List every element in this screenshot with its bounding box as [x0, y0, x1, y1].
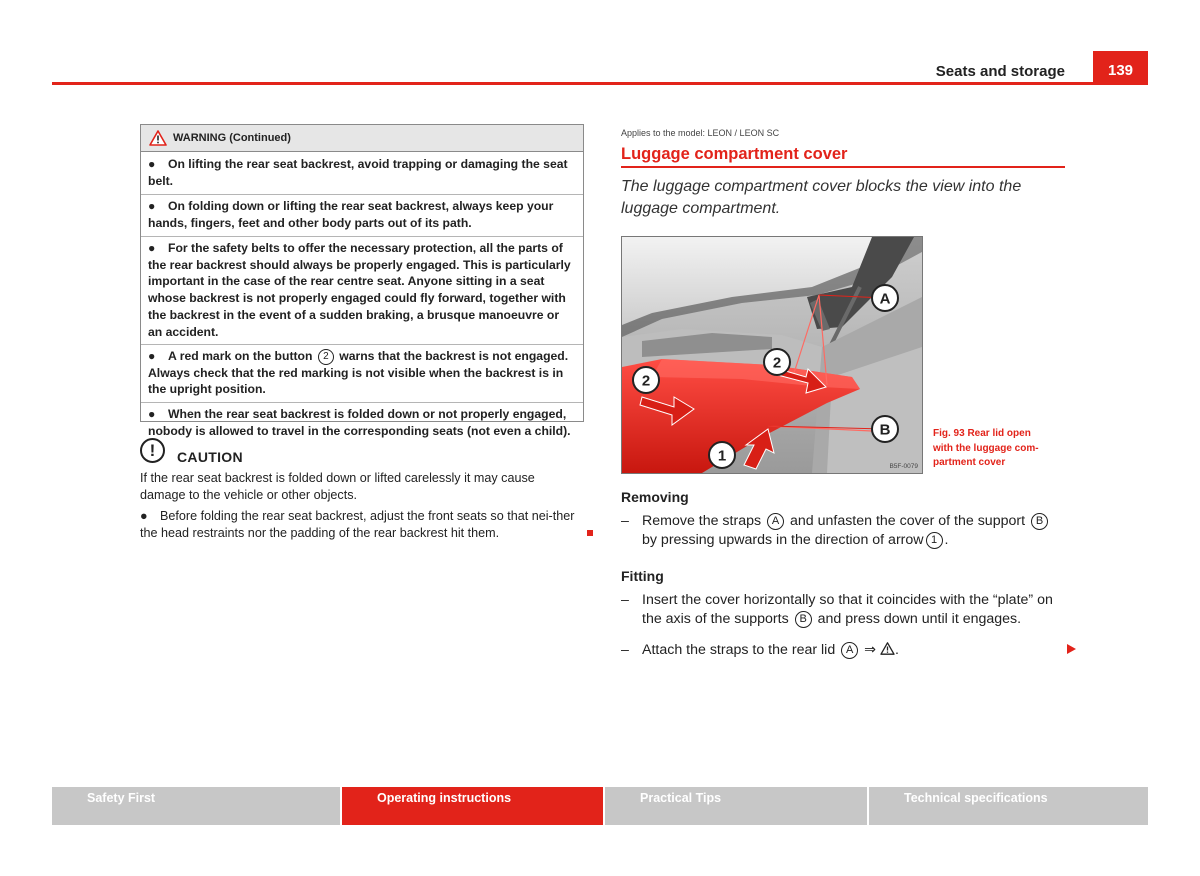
ref-b: B — [795, 611, 812, 628]
ref-1: 1 — [926, 532, 943, 549]
section-heading-rule — [621, 166, 1065, 168]
callout-1 — [709, 442, 735, 468]
ref-b: B — [1031, 513, 1048, 530]
warning-item: ● For the safety belts to offer the necessary protection, all the parts of the rear backrest should always be properly engaged. This is particularly important in the case of the rear centre seat. Anyone sitting in a seat whose backrest is not properly engaged could fly forward, together with the backrest in the event of a sudden braking, a brusque manoeuvre or an accident. — [141, 237, 583, 345]
ref-a: A — [841, 642, 858, 659]
fitting-step-1: – Insert the cover horizontally so that it coincides with the “plate” on the axis of the supports B and press down until it engages. — [621, 592, 1053, 627]
tab-safety-first[interactable]: Safety First — [52, 787, 342, 825]
svg-text:2: 2 — [772, 354, 782, 372]
warning-item: ● When the rear seat backrest is folded down or not properly engaged, nobody is allowed to travel in the corresponding seats (not even a child). — [148, 407, 571, 438]
figure-caption: Fig. 93 Rear lid open with the luggage com-partment cover — [933, 428, 1039, 468]
luggage-cover-illustration — [622, 237, 922, 473]
tab-technical-specifications[interactable]: Technical specifications — [869, 787, 1148, 825]
callout-a — [872, 285, 898, 311]
running-header-title: Seats and storage — [935, 63, 1065, 80]
header-rule — [52, 82, 1148, 85]
tab-practical-tips[interactable]: Practical Tips — [605, 787, 869, 825]
warning-item: ● On folding down or lifting the rear seat backrest, always keep your hands, fingers, feet and other body parts out of its path. — [141, 195, 583, 237]
page-number: 139 — [1093, 51, 1148, 84]
tab-operating-instructions[interactable]: Operating instructions — [342, 787, 605, 825]
warning-triangle-icon — [880, 642, 895, 655]
button-2-reference: 2 — [318, 349, 334, 365]
svg-text:1: 1 — [717, 447, 727, 465]
section-intro: The luggage compartment cover blocks the view into the luggage compartment. — [621, 178, 1022, 217]
svg-text:2: 2 — [641, 372, 651, 390]
warning-header — [141, 125, 583, 152]
section-heading: Luggage compartment cover — [621, 145, 848, 163]
exclamation-circle-icon: ! — [140, 438, 165, 463]
callout-2-left — [633, 367, 659, 393]
caution-bullet: ● Before folding the rear seat backrest, adjust the front seats so that nei-ther the head restraints nor the padding of the rear backrest hit them. — [140, 509, 575, 540]
callout-b — [872, 416, 898, 442]
removing-step: – Remove the straps A and unfasten the cover of the support B by pressing upwards in the direction of arrow 1 . — [621, 512, 1066, 550]
warning-triangle-icon — [149, 130, 167, 146]
caution-paragraph: If the rear seat backrest is folded down or lifted carelessly it may cause damage to the vehicle or other objects. — [140, 471, 535, 502]
caution-title: CAUTION — [177, 449, 243, 465]
continue-arrow-icon — [1067, 644, 1076, 654]
warning-item: ● A red mark on the button 2 warns that the backrest is not engaged. Always check that the red marking is not visible when the backrest is in the upright position. — [141, 345, 583, 403]
figure-93-image — [621, 236, 923, 474]
removing-heading: Removing — [621, 489, 689, 505]
warning-title: WARNING (Continued) — [173, 132, 291, 144]
applies-to-note: Applies to the model: LEON / LEON SC — [621, 128, 780, 138]
warning-item: ● On lifting the rear seat backrest, avoid trapping or damaging the seat belt. — [141, 152, 583, 195]
warning-box — [140, 124, 584, 438]
chapter-tabs — [52, 787, 1148, 825]
svg-text:B: B — [879, 421, 891, 439]
figure-code: B5F-0079 — [889, 463, 918, 470]
fitting-step-2: – Attach the straps to the rear lid A ⇒ . — [621, 642, 899, 658]
fitting-heading: Fitting — [621, 568, 664, 584]
caution-text — [140, 470, 580, 546]
ref-a: A — [767, 513, 784, 530]
svg-text:A: A — [879, 290, 891, 308]
section-end-marker — [587, 530, 593, 536]
callout-2-right — [764, 349, 790, 375]
